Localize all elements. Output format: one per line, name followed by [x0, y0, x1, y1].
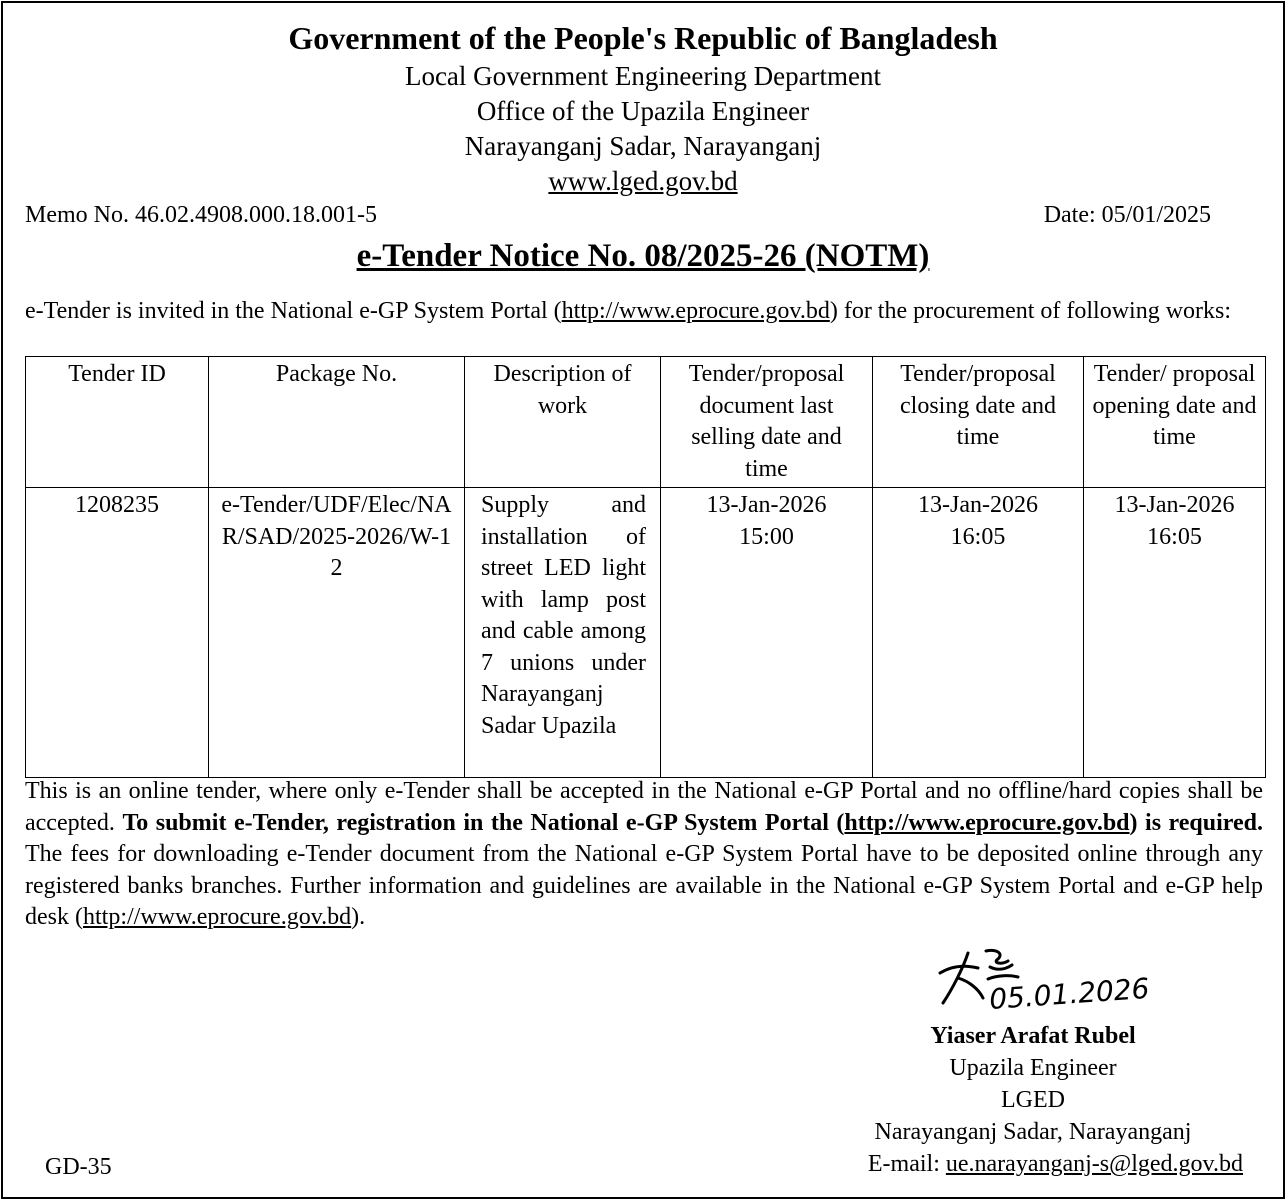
signer-name: Yiaser Arafat Rubel	[930, 1023, 1136, 1049]
header-selling-date: Tender/proposal document last selling date and time	[661, 357, 873, 488]
memo-number: Memo No. 46.02.4908.000.18.001-5	[25, 202, 377, 228]
notice-date: Date: 05/01/2025	[1043, 202, 1211, 228]
office-name: Office of the Upazila Engineer	[476, 96, 810, 126]
opening-time: 16:05	[1147, 523, 1202, 550]
email-label: E-mail:	[867, 1151, 946, 1177]
selling-date: 13-Jan-2026	[706, 492, 827, 518]
eprocure-helpdesk-link[interactable]: http://www.eprocure.gov.bd	[82, 904, 352, 930]
department-header	[3, 59, 1283, 199]
instructions-bold-text-1: To submit e-Tender, registration in the National e-GP System Portal (	[122, 809, 845, 836]
intro-text-before: e-Tender is invited in the National e-GP System Portal (	[25, 298, 562, 324]
instructions-text-1: This is an online tender, where only e-Tender shall be accepted in the National e-GP Portal and no offline/hard copies shall be accepted.	[25, 778, 1263, 836]
cell-description: Supply and installation of street LED light with lamp post and cable among 7 unions under Narayanganj Sadar Upazila	[465, 488, 661, 778]
header-description: Description of work	[465, 357, 661, 488]
eprocure-link-bold[interactable]: http://www.eprocure.gov.bd	[844, 809, 1130, 836]
opening-date: 13-Jan-2026	[1114, 492, 1235, 518]
header-opening-date: Tender/ proposal opening date and time	[1084, 357, 1266, 488]
table-header-row	[26, 357, 1266, 488]
cell-closing-datetime	[873, 488, 1084, 778]
selling-time: 15:00	[739, 523, 794, 550]
government-title: Government of the People's Republic of Bangladesh	[288, 20, 998, 56]
header-closing-date: Tender/proposal closing date and time	[873, 357, 1084, 488]
handwritten-signature	[928, 943, 1158, 1018]
instructions-paragraph	[25, 776, 1263, 934]
email-link[interactable]: ue.narayanganj-s@lged.gov.bd	[945, 1151, 1243, 1177]
instructions-text-3: ).	[351, 904, 366, 930]
handwritten-date: 05.01.2026	[988, 971, 1151, 1016]
closing-time: 16:05	[950, 523, 1006, 550]
signature-block	[823, 1020, 1243, 1180]
instructions-bold-text-2: ) is required.	[1129, 809, 1263, 836]
cell-package-no: e-Tender/UDF/Elec/NAR/SAD/2025-2026/W-12	[209, 488, 465, 778]
gd-code: GD-35	[45, 1154, 112, 1180]
office-location: Narayanganj Sadar, Narayanganj	[464, 131, 822, 161]
tender-table	[25, 356, 1266, 778]
signer-designation: Upazila Engineer	[949, 1055, 1117, 1081]
intro-text-after: ) for the procurement of following works:	[829, 298, 1232, 324]
cell-opening-datetime	[1084, 488, 1266, 778]
instructions-bold	[122, 810, 1263, 836]
header-tender-id: Tender ID	[26, 357, 209, 488]
notice-title: e-Tender Notice No. 08/2025-26 (NOTM)	[356, 238, 930, 274]
table-row	[26, 488, 1266, 778]
signer-location: Narayanganj Sadar, Narayanganj	[874, 1119, 1192, 1145]
department-name: Local Government Engineering Department	[404, 61, 882, 91]
instructions-text-2: The fees for downloading e-Tender document from the National e-GP System Portal have to be deposited online through any registered banks branches. Further information and guidelines are available in the National e-GP System Portal and e-GP help desk (	[25, 841, 1263, 930]
signer-email-line	[823, 1148, 1243, 1180]
closing-date: 13-Jan-2026	[918, 492, 1038, 518]
eprocure-link[interactable]: http://www.eprocure.gov.bd	[561, 298, 830, 324]
website-link[interactable]: www.lged.gov.bd	[548, 166, 738, 196]
signer-organization: LGED	[1001, 1087, 1065, 1113]
header-package-no: Package No.	[209, 357, 465, 488]
cell-tender-id: 1208235	[26, 488, 209, 778]
intro-paragraph	[25, 296, 1263, 328]
cell-selling-datetime	[661, 488, 873, 778]
tender-notice-page	[1, 1, 1285, 1199]
